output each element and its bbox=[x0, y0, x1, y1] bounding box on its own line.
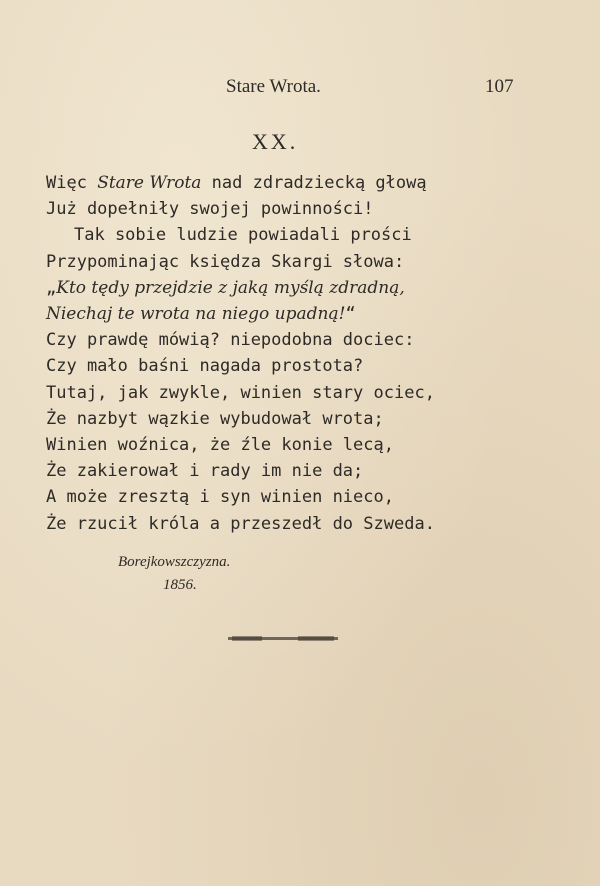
poem-line bbox=[46, 170, 435, 196]
signature-place: Borejkowszczyzna. bbox=[118, 554, 231, 570]
poem-line: Tak sobie ludzie powiadali prości bbox=[74, 225, 412, 246]
poem-line-text: Więc bbox=[46, 173, 98, 193]
poem-line: Że nazbyt wązkie wybudował wrota; bbox=[46, 408, 384, 429]
end-ornament bbox=[228, 636, 338, 641]
poem-line: Że rzucił króla a przeszedł do Szweda. bbox=[46, 513, 435, 534]
signature-year: 1856. bbox=[163, 577, 197, 593]
poem-line-text: „ bbox=[46, 277, 57, 298]
poem-line-text: nad zdradziecką głową bbox=[201, 173, 427, 193]
poem-text bbox=[46, 170, 435, 537]
poem-line-text: “ bbox=[345, 304, 356, 325]
poem-line: Już dopełniły swojej powinności! bbox=[46, 199, 374, 220]
poem-line-emphasis: Kto tędy przejdzie z jaką myślą zdradną, bbox=[56, 277, 405, 298]
poem-line: Winien woźnica, że źle konie lecą, bbox=[46, 435, 394, 456]
poem-section-number: XX. bbox=[252, 129, 299, 154]
page-number: 107 bbox=[485, 76, 514, 97]
poem-line: Czy mało baśni nagada prostota? bbox=[46, 356, 364, 377]
poem-line: Że zakierował i rady im nie da; bbox=[46, 461, 364, 482]
poem-line-emphasis: Stare Wrota bbox=[97, 173, 202, 193]
poem-line: Przypominając księdza Skargi słowa: bbox=[46, 251, 405, 272]
poem-line: Czy prawdę mówią? niepodobna dociec: bbox=[46, 330, 415, 351]
poem-line bbox=[46, 275, 435, 301]
poem-line: A może zresztą i syn winien nieco, bbox=[46, 487, 394, 508]
poem-line bbox=[46, 301, 435, 327]
running-header-title: Stare Wrota. bbox=[226, 76, 321, 97]
poem-line: Tutaj, jak zwykle, winien stary ociec, bbox=[46, 382, 435, 403]
poem-line-emphasis: Niechaj te wrota na niego upadną! bbox=[46, 304, 346, 325]
